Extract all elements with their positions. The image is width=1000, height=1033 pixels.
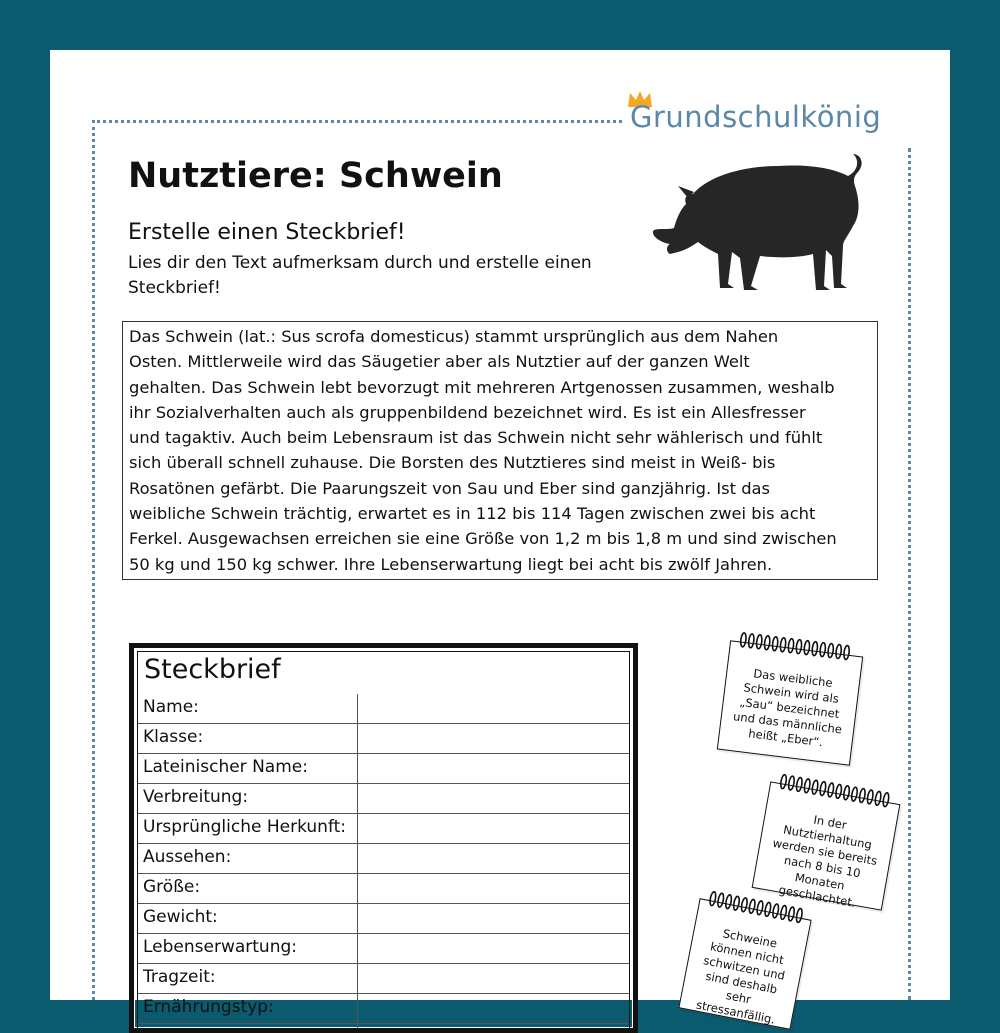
steckbrief-row-tragzeit[interactable]: [138, 964, 629, 994]
reading-text-line: gehalten. Das Schwein lebt bevorzugt mit mehreren Artgenossen zusammen, weshalb: [129, 377, 835, 397]
spiral-binding-icon: [738, 630, 855, 662]
steckbrief-label: Lebenserwartung:: [143, 937, 298, 957]
fact-note-text: Das weibliche Schwein wird als „Sau“ bezeichnet und das männliche heißt „Eber“.: [732, 666, 843, 750]
reading-text-line: Osten. Mittlerweile wird das Säugetier aber als Nutztier auf der ganzen Welt: [129, 352, 750, 372]
reading-text-line: sich überall schnell zuhause. Die Borsten des Nutztieres sind meist in Weiß- bis: [129, 453, 776, 473]
dotted-border-right: [908, 148, 911, 1000]
brand-logo: Grundschulkönig: [630, 100, 882, 134]
steckbrief-row-lateinischer-name[interactable]: [138, 754, 629, 784]
fact-note-3: [678, 898, 811, 1030]
steckbrief-label: Tragzeit:: [143, 967, 216, 987]
reading-text-box: [122, 321, 878, 580]
reading-text-line: und tagaktiv. Auch beim Lebensraum ist das Schwein nicht sehr wählerisch und fühlt: [129, 428, 823, 448]
steckbrief-label: Aussehen:: [143, 847, 232, 867]
steckbrief-table: [129, 643, 638, 1033]
steckbrief-row-ernaehrungstyp[interactable]: [138, 994, 629, 1024]
fact-note-text: Schweine können nicht schwitzen und sind deshalb sehr stressanfällig.: [695, 926, 787, 1027]
reading-text-line: ihr Sozialverhalten auch als gruppenbildend bezeichnet wird. Es ist ein Allesfresser: [129, 402, 806, 422]
steckbrief-label: Verbreitung:: [143, 787, 249, 807]
steckbrief-row-verbreitung[interactable]: [138, 784, 629, 814]
steckbrief-row-gewicht[interactable]: [138, 904, 629, 934]
steckbrief-label: Klasse:: [143, 727, 204, 747]
worksheet-page: [50, 50, 950, 1027]
dotted-border-top: [92, 120, 622, 123]
steckbrief-label: Name:: [143, 697, 199, 717]
steckbrief-label: Ernährungstyp:: [143, 997, 274, 1017]
steckbrief-row-klasse[interactable]: [138, 724, 629, 754]
steckbrief-label: Ursprüngliche Herkunft:: [143, 817, 347, 837]
steckbrief-row-name[interactable]: [138, 694, 629, 724]
fact-note-1: [717, 640, 863, 766]
dotted-border-left: [92, 120, 95, 1000]
reading-text-line: weibliche Schwein trächtig, erwartet es in 112 bis 114 Tagen zwischen zwei bis acht: [129, 504, 816, 524]
spiral-binding-icon: [778, 772, 893, 810]
steckbrief-title: Steckbrief: [144, 654, 281, 685]
steckbrief-label: Gewicht:: [143, 907, 218, 927]
fact-note-text: In der Nutztierhaltung werden sie bereits nach 8 bis 10 Monaten geschlachtet.: [771, 812, 879, 910]
steckbrief-row-groesse[interactable]: [138, 874, 629, 904]
worksheet-title: Nutztiere: Schwein: [128, 156, 503, 196]
fact-note-2: [752, 781, 901, 910]
steckbrief-label: Lateinischer Name:: [143, 757, 308, 777]
steckbrief-row-lebenserwartung[interactable]: [138, 934, 629, 964]
pig-silhouette-icon: [648, 146, 873, 296]
steckbrief-label: Größe:: [143, 877, 201, 897]
worksheet-instruction: Lies dir den Text aufmerksam durch und erstelle einen Steckbrief!: [128, 253, 592, 298]
steckbrief-row-aussehen[interactable]: [138, 844, 629, 874]
reading-text-line: 50 kg und 150 kg schwer. Ihre Lebenserwartung liegt bei acht bis zwölf Jahren.: [129, 554, 773, 574]
worksheet-subtitle: Erstelle einen Steckbrief!: [128, 220, 406, 245]
steckbrief-row-herkunft[interactable]: [138, 814, 629, 844]
reading-text-line: Rosatönen gefärbt. Die Paarungszeit von Sau und Eber sind ganzjährig. Ist das: [129, 478, 771, 498]
reading-text-line: Das Schwein (lat.: Sus scrofa domesticus) stammt ursprünglich aus dem Nahen: [129, 327, 779, 346]
reading-text-line: Ferkel. Ausgewachsen erreichen sie eine Größe von 1,2 m bis 1,8 m und sind zwischen: [129, 529, 837, 549]
